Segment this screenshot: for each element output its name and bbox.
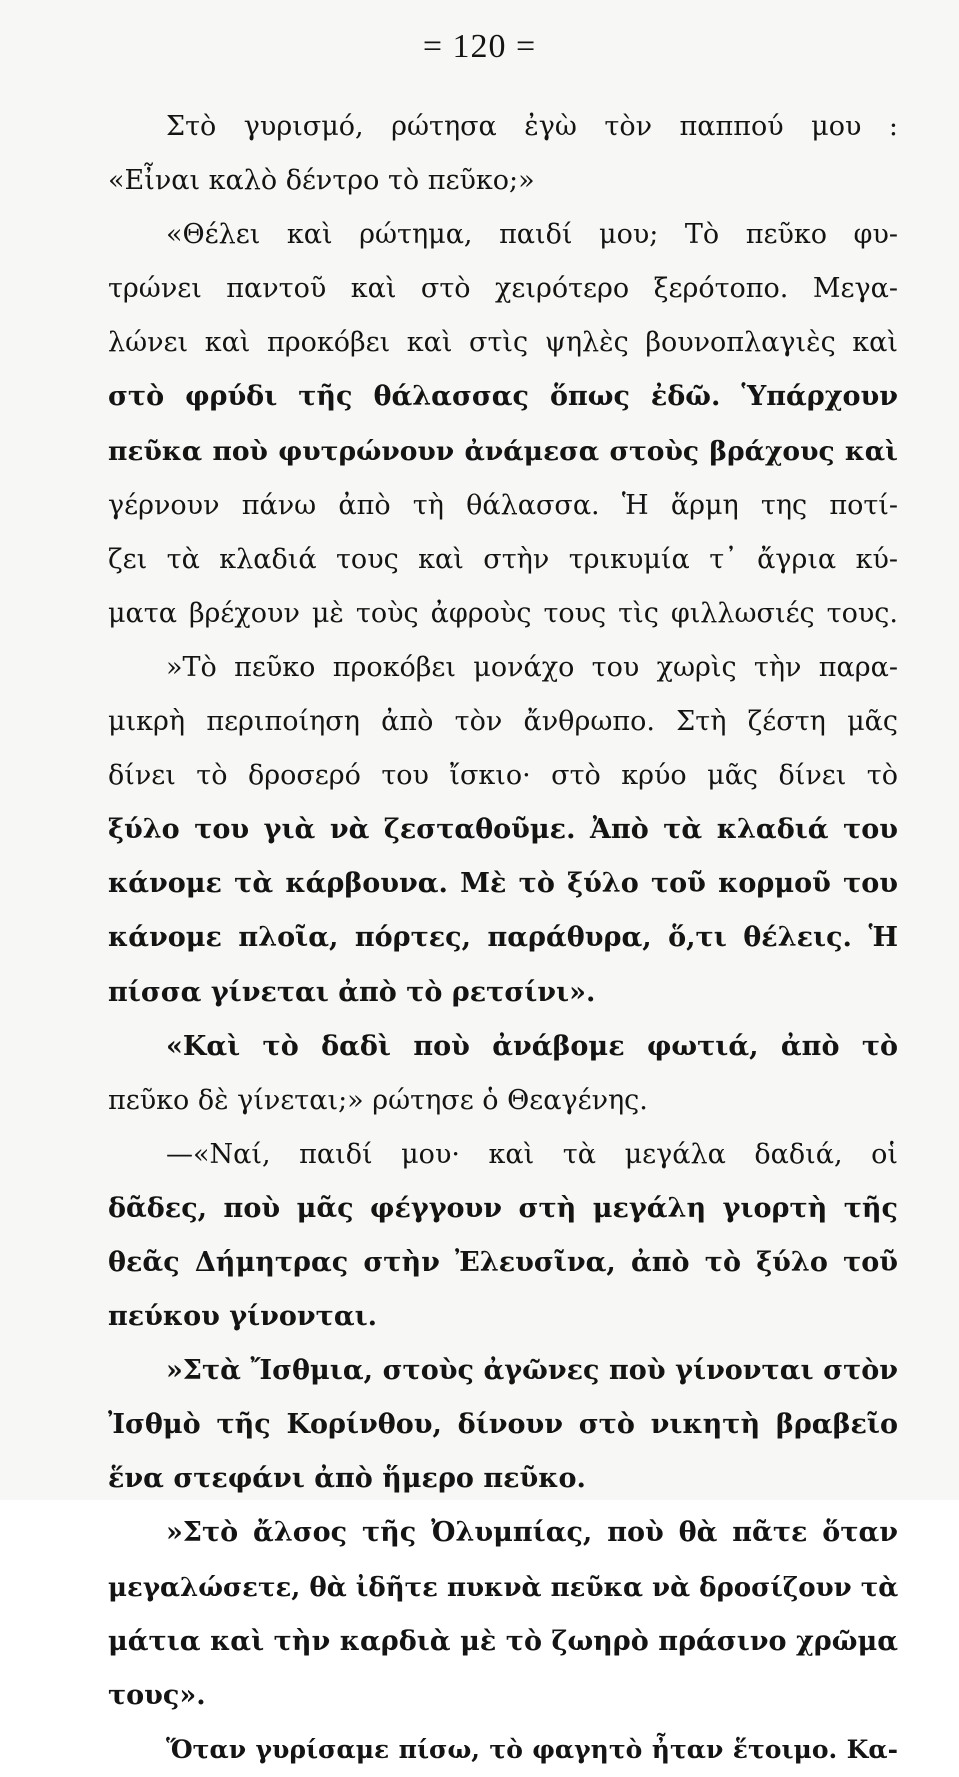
text-line: πεῦκο δὲ γίνεται;» ρώτησε ὁ Θεαγένης. — [108, 1084, 648, 1116]
text-line: Στὸ γυρισμό, ρώτησα ἐγὼ τὸν παππού μου : — [166, 111, 898, 142]
text-line: Ὅταν γυρίσαμε πίσω, τὸ φαγητὸ ἦταν ἕτοιμο. Κα- — [166, 1734, 898, 1764]
text-line: »Στὸ ἄλσος τῆς Ὀλυμπίας, ποὺ θὰ πᾶτε ὅταν — [166, 1517, 898, 1549]
page-number: = 120 = — [422, 28, 537, 65]
text-line: ἕνα στεφάνι ἀπὸ ἥμερο πεῦκο. — [108, 1463, 586, 1495]
text-line: πίσσα γίνεται ἀπὸ τὸ ρετσίνι». — [108, 976, 596, 1008]
text-line: »Στὰ Ἴσθμια, στοὺς ἀγῶνες ποὺ γίνονται στὸν — [166, 1355, 898, 1387]
text-line: δίνει τὸ δροσερό του ἴσκιο· στὸ κρύο μᾶς δίνει τὸ — [108, 760, 898, 792]
page-text — [108, 100, 898, 1777]
text-line: «Θέλει καὶ ρώτημα, παιδί μου; Τὸ πεῦκο φυ- — [166, 219, 898, 251]
text-line: γέρνουν πάνω ἀπὸ τὴ θάλασσα. Ἡ ἅρμη της ποτί- — [108, 489, 898, 521]
text-line: μεγαλώσετε, θὰ ἰδῆτε πυκνὰ πεῦκα νὰ δροσίζουν τὰ — [108, 1572, 898, 1603]
text-line: κάνομε πλοῖα, πόρτες, παράθυρα, ὅ,τι θέλεις. Ἡ — [108, 922, 898, 954]
text-line: πεύκου γίνονται. — [108, 1301, 378, 1333]
text-line: ματα βρέχουν μὲ τοὺς ἀφροὺς τους τὶς φιλλωσιές τους. — [108, 597, 898, 629]
text-line: μικρὴ περιποίηση ἀπὸ τὸν ἄνθρωπο. Στὴ ζέστη μᾶς — [108, 706, 898, 738]
text-line: «Εἶναι καλὸ δέντρο τὸ πεῦκο;» — [108, 165, 535, 197]
text-line: λώνει καὶ προκόβει καὶ στὶς ψηλὲς βουνοπλαγιὲς καὶ — [108, 327, 898, 359]
text-line: πεῦκα ποὺ φυτρώνουν ἀνάμεσα στοὺς βράχους καὶ — [108, 435, 898, 467]
text-line: κάνομε τὰ κάρβουνα. Μὲ τὸ ξύλο τοῦ κορμοῦ του — [108, 868, 898, 900]
text-line: θεᾶς Δήμητρας στὴν Ἐλευσῖνα, ἀπὸ τὸ ξύλο τοῦ — [108, 1246, 898, 1278]
text-line: ζει τὰ κλαδιά τους καὶ στὴν τρικυμία τ᾽ ἄγρια κύ- — [108, 543, 898, 575]
text-line: τους». — [108, 1679, 206, 1711]
text-line: »Τὸ πεῦκο προκόβει μονάχο του χωρὶς τὴν παρα- — [166, 651, 898, 683]
text-line: —«Ναί, παιδί μου· καὶ τὰ μεγάλα δαδιά, οἱ — [166, 1138, 898, 1170]
text-line: δᾶδες, ποὺ μᾶς φέγγουν στὴ μεγάλη γιορτὴ τῆς — [108, 1192, 898, 1224]
text-line: μάτια καὶ τὴν καρδιὰ μὲ τὸ ζωηρὸ πράσινο χρῶμα — [108, 1625, 898, 1657]
text-line: «Καὶ τὸ δαδὶ ποὺ ἀνάβομε φωτιά, ἀπὸ τὸ — [166, 1030, 898, 1062]
text-line: Ἰσθμὸ τῆς Κορίνθου, δίνουν στὸ νικητὴ βραβεῖο — [108, 1409, 898, 1441]
text-line: τρώνει παντοῦ καὶ στὸ χειρότερο ξερότοπο. Μεγα- — [108, 273, 898, 305]
text-line: στὸ φρύδι τῆς θάλασσας ὅπως ἐδῶ. Ὑπάρχουν — [108, 381, 898, 413]
text-line: ξύλο του γιὰ νὰ ζεσταθοῦμε. Ἀπὸ τὰ κλαδιά του — [108, 814, 898, 846]
